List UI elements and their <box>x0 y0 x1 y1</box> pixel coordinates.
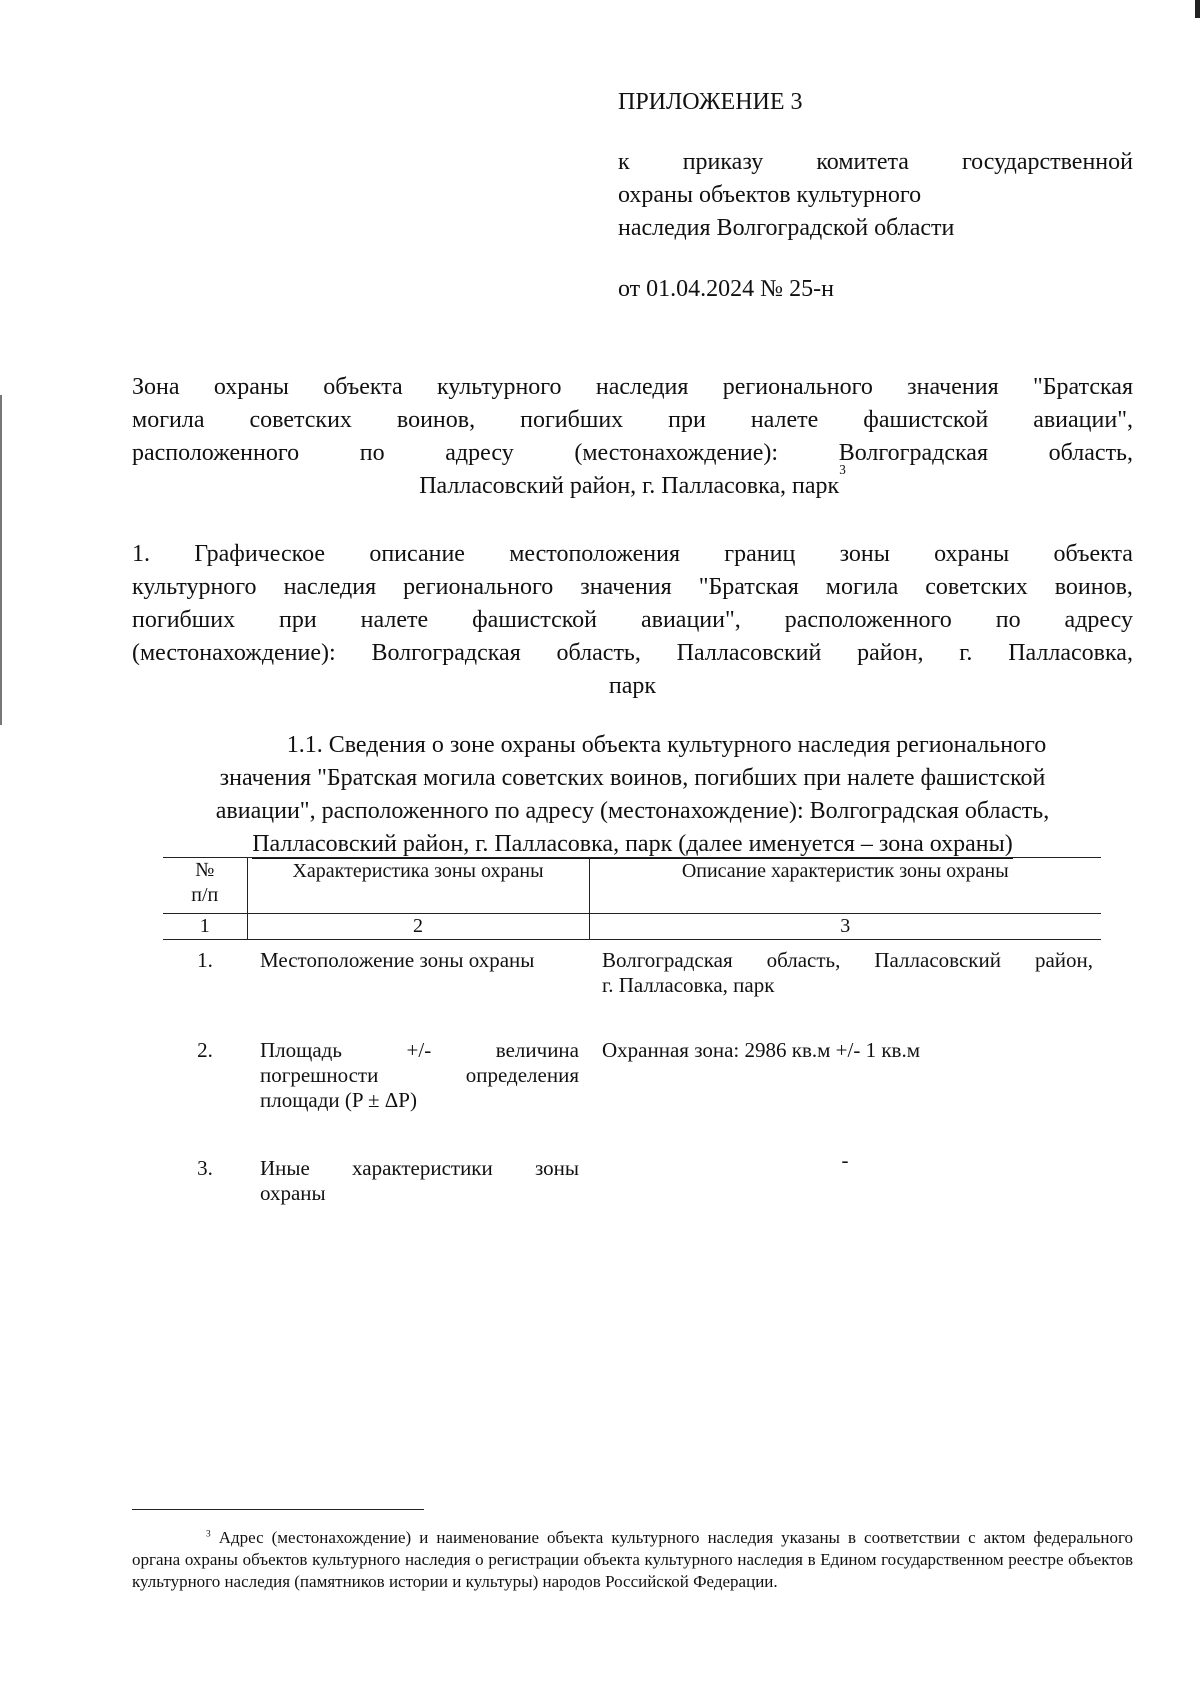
title-line-1: Зона охраны объекта культурного наследия регионального значения "Братская <box>132 374 1133 400</box>
subsection-line-2: значения "Братская могила советских воинов, погибших при налете фашистской <box>219 765 1046 791</box>
order-date: от 01.04.2024 № 25-н <box>618 276 834 302</box>
order-reference-line-3: наследия Волгоградской области <box>618 215 955 241</box>
column-number: 1 <box>163 914 247 940</box>
document-title <box>132 371 1133 503</box>
row-characteristic: Иные характеристики зоны охраны <box>260 1156 579 1205</box>
footnote <box>132 1527 1133 1593</box>
section-1-line-3: погибших при налете фашистской авиации", расположенного по адресу <box>132 607 1133 633</box>
column-number: 2 <box>247 914 589 940</box>
subsection-line-3: авиации", расположенного по адресу (местонахождение): Волгоградская область, <box>215 798 1050 824</box>
scan-edge-mark-right <box>1195 0 1200 18</box>
section-1-line-1: 1. Графическое описание местоположения границ зоны охраны объекта <box>132 541 1133 567</box>
table-row <box>163 940 1101 1031</box>
header-description: Описание характеристик зоны охраны <box>589 858 1101 914</box>
row-number: 1. <box>197 948 213 972</box>
footnote-text: Адрес (местонахождение) и наименование объекта культурного наследия указаны в соответствии с актом федерального органа охраны объектов культурного наследия о регистрации объекта культурного наследия в Едином государственном реестре объектов культурного наследия (памятников истории и культуры) народов Российской Федерации. <box>132 1528 1133 1591</box>
table-header-row <box>163 858 1101 914</box>
scan-edge-mark-left <box>0 395 2 725</box>
order-reference-line-2: охраны объектов культурного <box>618 182 922 208</box>
section-1-heading <box>132 538 1133 703</box>
table-row <box>163 1148 1101 1216</box>
zone-characteristics-table <box>163 857 1101 1216</box>
table-column-numbers-row <box>163 914 1101 940</box>
subsection-line-1: 1.1. Сведения о зоне охраны объекта культурного наследия регионального <box>286 732 1047 758</box>
row-number: 2. <box>197 1038 213 1062</box>
row-description: Волгоградская область, Палласовский район, г. Палласовка, парк <box>602 948 1093 997</box>
section-1-line-5: парк <box>608 673 657 699</box>
table-row <box>163 1030 1101 1148</box>
order-reference-line-1: к приказу комитета государственной <box>618 149 1133 175</box>
title-line-2: могила советских воинов, погибших при налете фашистской авиации", <box>132 407 1133 433</box>
footnote-mark: 3 <box>206 1529 211 1540</box>
order-reference <box>618 146 1133 245</box>
row-description: Охранная зона: 2986 кв.м +/- 1 кв.м <box>602 1038 920 1062</box>
column-number: 3 <box>589 914 1101 940</box>
section-1-line-4: (местонахождение): Волгоградская область, Палласовский район, г. Палласовка, <box>132 640 1133 666</box>
footnote-separator <box>132 1509 424 1510</box>
row-characteristic: Местоположение зоны охраны <box>260 948 535 972</box>
header-number: № п/п <box>163 858 247 914</box>
row-number: 3. <box>197 1156 213 1180</box>
subsection-1-1-heading <box>140 729 1125 861</box>
header-characteristic: Характеристика зоны охраны <box>247 858 589 914</box>
subsection-line-4: Палласовский район, г. Палласовка, парк (далее именуется – зона охраны) <box>252 831 1013 857</box>
annex-title: ПРИЛОЖЕНИЕ 3 <box>618 89 803 115</box>
section-1-line-2: культурного наследия регионального значения "Братская могила советских воинов, <box>132 574 1133 600</box>
title-line-3: расположенного по адресу (местонахождение): Волгоградская область, <box>132 440 1133 466</box>
row-description: - <box>841 1148 849 1172</box>
row-characteristic: Площадь +/- величина погрешности определения площади (P ± ΔP) <box>260 1038 579 1112</box>
title-line-4: Палласовский район, г. Палласовка, парк 3 <box>132 470 1133 503</box>
footnote-reference: 3 <box>839 462 846 477</box>
